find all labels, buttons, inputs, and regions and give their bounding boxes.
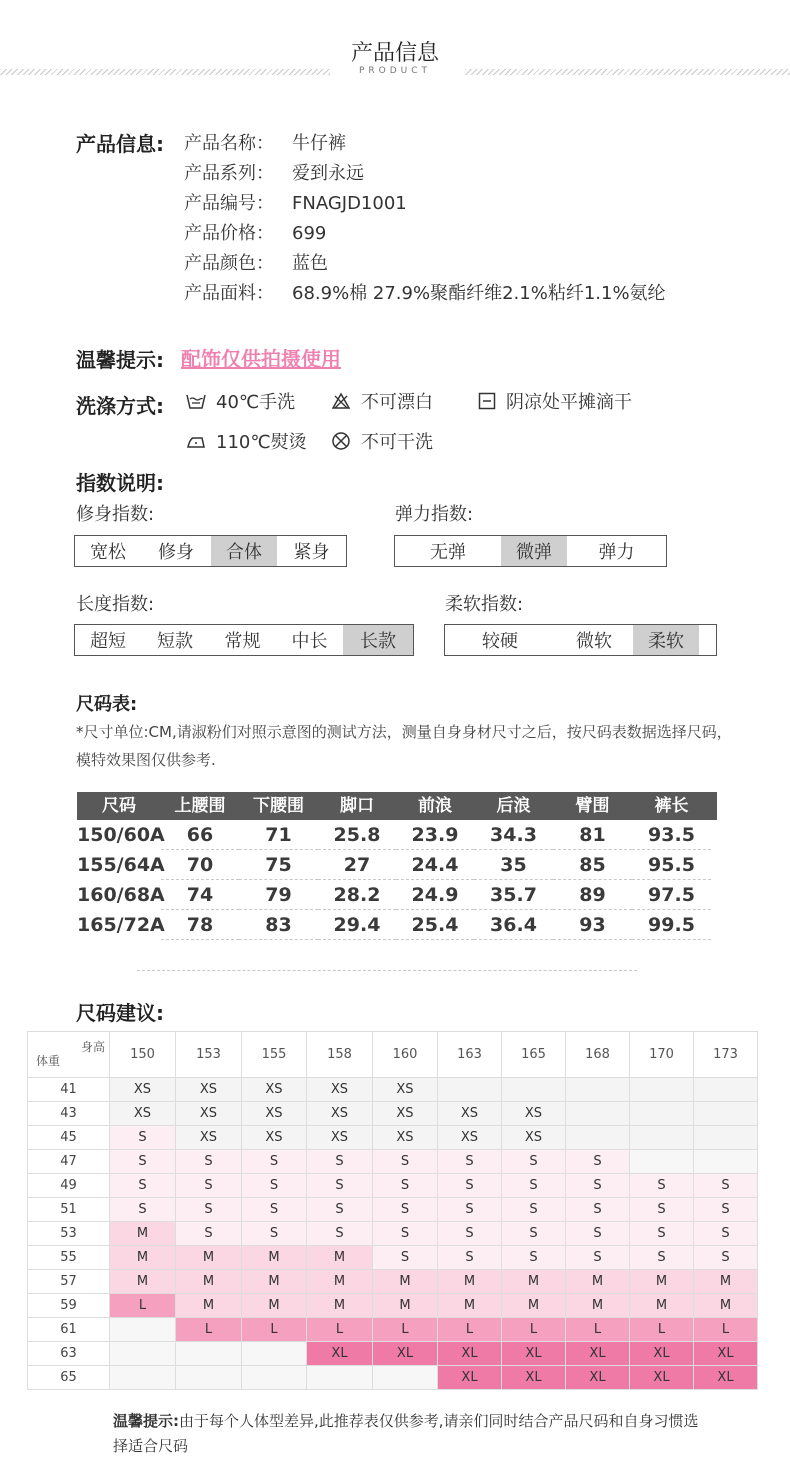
size-cell: XL (566, 1366, 630, 1390)
size-advice-table (27, 1031, 758, 1390)
size-cell: S (694, 1198, 758, 1222)
size-cell: S (373, 1150, 438, 1174)
size-cell: M (307, 1270, 373, 1294)
size-cell: L (502, 1318, 566, 1342)
size-cell: XL (307, 1342, 373, 1366)
size-advice-label: 尺码建议: (76, 1001, 164, 1025)
product-info-row (184, 219, 326, 245)
size-table-header-cell: 脚口 (340, 796, 374, 816)
size-cell: XS (373, 1126, 438, 1150)
dry-flat-shade-icon (478, 392, 496, 410)
size-cell: XL (694, 1342, 758, 1366)
size-cell: M (110, 1246, 176, 1270)
height-header-cell: 165 (502, 1032, 566, 1078)
size-cell: XL (502, 1366, 566, 1390)
table-row (28, 1078, 758, 1102)
length-option: 中长 (291, 631, 328, 652)
size-cell: M (176, 1294, 242, 1318)
no-dry-clean-icon (331, 431, 351, 451)
size-cell: S (242, 1198, 307, 1222)
weight-cell: 61 (28, 1318, 110, 1342)
size-table-cell: 81 (553, 820, 632, 850)
wash-label: 洗涤方式: (76, 394, 164, 418)
size-cell: S (176, 1222, 242, 1246)
size-cell: M (307, 1294, 373, 1318)
size-cell: M (176, 1246, 242, 1270)
page-title: 产品信息 (350, 41, 439, 66)
size-cell (566, 1078, 630, 1102)
size-cell: S (694, 1174, 758, 1198)
size-cell: XS (307, 1102, 373, 1126)
size-cell: S (502, 1174, 566, 1198)
product-info-key: 产品系列： (184, 163, 274, 184)
size-cell (110, 1366, 176, 1390)
fit-index-title: 修身指数: (76, 504, 155, 525)
size-cell (502, 1078, 566, 1102)
size-cell: M (438, 1270, 502, 1294)
height-header-cell: 153 (176, 1032, 242, 1078)
size-table-note: *尺寸单位:CM,请淑粉们对照示意图的测试方法，测量自身身材尺寸之后，按尺码表数据选择尺码，模特效果图仅供参考. (76, 723, 732, 769)
size-cell: M (566, 1294, 630, 1318)
size-cell: XS (110, 1078, 176, 1102)
size-cell: S (694, 1246, 758, 1270)
size-cell: S (438, 1150, 502, 1174)
table-row (28, 1102, 758, 1126)
product-info-value: 牛仔裤 (292, 133, 346, 154)
size-cell: S (176, 1150, 242, 1174)
bottom-tip-label: 温馨提示: (113, 1412, 179, 1430)
wash-item: 110℃熨烫 (186, 428, 307, 454)
size-table-cell: 24.4 (396, 850, 474, 880)
size-table-cell: 93.5 (632, 820, 711, 850)
size-cell (566, 1126, 630, 1150)
tip-label: 温馨提示: (76, 348, 164, 372)
product-info-row (184, 129, 346, 155)
product-info-row (184, 189, 407, 215)
weight-cell: 55 (28, 1246, 110, 1270)
soft-option: 柔软 (633, 625, 699, 655)
height-header-cell: 150 (110, 1032, 176, 1078)
size-cell: L (438, 1318, 502, 1342)
size-cell: S (307, 1174, 373, 1198)
height-header-cell: 163 (438, 1032, 502, 1078)
size-cell (176, 1366, 242, 1390)
size-cell: S (373, 1174, 438, 1198)
size-cell (630, 1102, 694, 1126)
size-cell: S (630, 1222, 694, 1246)
weight-cell: 47 (28, 1150, 110, 1174)
size-cell: XS (242, 1102, 307, 1126)
size-table-cell: 71 (239, 820, 318, 850)
size-cell (694, 1126, 758, 1150)
size-table-cell: 99.5 (632, 910, 711, 940)
size-table-cell: 24.9 (396, 880, 474, 910)
size-table-cell: 93 (553, 910, 632, 940)
product-info-row (184, 279, 666, 305)
size-cell: XS (307, 1126, 373, 1150)
size-table-cell: 34.3 (474, 820, 553, 850)
size-cell: S (307, 1150, 373, 1174)
size-cell: S (438, 1174, 502, 1198)
fit-index-scale (74, 535, 347, 567)
size-cell: M (694, 1270, 758, 1294)
size-cell: L (630, 1318, 694, 1342)
size-cell: S (694, 1222, 758, 1246)
size-table (77, 792, 717, 940)
size-cell: L (110, 1294, 176, 1318)
size-table-header-cell: 后浪 (496, 796, 531, 816)
table-row (28, 1198, 758, 1222)
fit-option: 修身 (158, 542, 194, 563)
size-cell: M (694, 1294, 758, 1318)
length-option: 长款 (343, 625, 413, 655)
size-table-cell: 79 (239, 880, 318, 910)
size-table-cell: 78 (161, 910, 239, 940)
weight-cell: 49 (28, 1174, 110, 1198)
size-cell: L (373, 1318, 438, 1342)
size-table-cell: 35 (474, 850, 553, 880)
size-cell: S (630, 1246, 694, 1270)
size-cell (176, 1342, 242, 1366)
size-cell: M (176, 1270, 242, 1294)
size-cell: M (630, 1294, 694, 1318)
size-table-header-cell: 前浪 (418, 796, 452, 816)
size-cell: S (438, 1246, 502, 1270)
wash-item: 40℃手洗 (186, 388, 295, 414)
stretch-option: 无弹 (430, 542, 466, 563)
length-option: 常规 (224, 631, 261, 652)
size-table-header (77, 792, 717, 820)
size-cell: XS (502, 1102, 566, 1126)
size-cell (242, 1366, 307, 1390)
size-cell: M (630, 1270, 694, 1294)
size-cell: XS (307, 1078, 373, 1102)
product-info-row (184, 249, 328, 275)
product-info-key: 产品名称： (184, 133, 274, 154)
weight-cell: 63 (28, 1342, 110, 1366)
size-cell: S (502, 1198, 566, 1222)
table-row (77, 820, 717, 850)
size-table-cell: 95.5 (632, 850, 711, 880)
table-row (28, 1222, 758, 1246)
weight-cell: 59 (28, 1294, 110, 1318)
size-table-cell: 75 (239, 850, 318, 880)
length-index-title: 长度指数: (76, 594, 155, 615)
product-info-key: 产品颜色： (184, 253, 274, 274)
size-cell (694, 1150, 758, 1174)
size-cell (110, 1342, 176, 1366)
size-cell: M (566, 1270, 630, 1294)
height-header-cell: 160 (373, 1032, 438, 1078)
size-cell (566, 1102, 630, 1126)
soft-index-title: 柔软指数: (445, 594, 524, 615)
length-option: 短款 (157, 631, 193, 652)
size-table-header-cell: 臂围 (575, 796, 610, 816)
size-cell: S (307, 1198, 373, 1222)
soft-index-scale (444, 624, 717, 656)
size-cell: S (502, 1246, 566, 1270)
weight-cell: 51 (28, 1198, 110, 1222)
size-cell: S (110, 1150, 176, 1174)
size-table-cell: 35.7 (474, 880, 553, 910)
size-table-header-cell: 裤长 (654, 796, 689, 816)
table-row (28, 1174, 758, 1198)
size-cell: S (373, 1246, 438, 1270)
index-label: 指数说明: (76, 471, 164, 495)
size-cell: S (373, 1222, 438, 1246)
bottom-tip-text: 由于每个人体型差异,此推荐表仅供参考,请亲们同时结合产品尺码和自身习惯选择适合尺码 (113, 1412, 699, 1455)
no-bleach-icon (331, 392, 351, 410)
size-cell: S (110, 1174, 176, 1198)
size-cell: L (694, 1318, 758, 1342)
size-cell: XS (438, 1126, 502, 1150)
weight-cell: 53 (28, 1222, 110, 1246)
size-table-cell: 89 (553, 880, 632, 910)
soft-option: 微软 (576, 631, 612, 652)
size-cell: XL (438, 1366, 502, 1390)
size-cell: L (307, 1318, 373, 1342)
size-cell: S (110, 1126, 176, 1150)
size-cell: M (502, 1270, 566, 1294)
fit-option: 紧身 (293, 542, 330, 563)
size-cell: XL (373, 1342, 438, 1366)
size-table-cell: 160/68A (77, 884, 165, 906)
size-table-cell: 29.4 (318, 910, 396, 940)
size-cell: S (502, 1150, 566, 1174)
table-row (28, 1150, 758, 1174)
stretch-option: 微弹 (501, 536, 567, 566)
size-cell: L (242, 1318, 307, 1342)
table-row (28, 1342, 758, 1366)
size-table-cell: 74 (161, 880, 239, 910)
stretch-index-title: 弹力指数: (395, 504, 474, 525)
weight-axis-label: 体重 (36, 1054, 61, 1068)
size-cell: XL (694, 1366, 758, 1390)
size-cell (630, 1150, 694, 1174)
size-table-cell: 85 (553, 850, 632, 880)
height-axis-label: 身高 (80, 1040, 105, 1054)
table-row (28, 1294, 758, 1318)
size-cell: XL (566, 1342, 630, 1366)
size-cell: XS (373, 1078, 438, 1102)
size-table-cell: 97.5 (632, 880, 711, 910)
size-cell: XS (373, 1102, 438, 1126)
size-table-label: 尺码表: (76, 694, 138, 715)
iron-icon (186, 432, 206, 450)
size-cell: S (566, 1222, 630, 1246)
size-cell: S (110, 1198, 176, 1222)
size-cell: S (566, 1198, 630, 1222)
size-cell (307, 1366, 373, 1390)
size-cell: M (373, 1294, 438, 1318)
size-cell (110, 1318, 176, 1342)
size-cell: M (307, 1246, 373, 1270)
table-row (77, 880, 717, 910)
size-cell: S (566, 1174, 630, 1198)
size-cell: S (373, 1198, 438, 1222)
size-cell (242, 1342, 307, 1366)
length-option: 超短 (90, 631, 126, 652)
size-cell: M (110, 1222, 176, 1246)
size-table-cell: 28.2 (318, 880, 396, 910)
size-cell: S (242, 1150, 307, 1174)
table-row (28, 1366, 758, 1390)
hand-wash-icon (186, 392, 206, 410)
table-row (28, 1126, 758, 1150)
size-cell: XL (630, 1366, 694, 1390)
size-cell: XS (176, 1102, 242, 1126)
weight-cell: 45 (28, 1126, 110, 1150)
size-table-cell: 25.8 (318, 820, 396, 850)
size-cell: XS (438, 1102, 502, 1126)
weight-cell: 57 (28, 1270, 110, 1294)
fit-option: 宽松 (90, 542, 126, 563)
size-cell (438, 1078, 502, 1102)
size-cell: S (176, 1198, 242, 1222)
page-subtitle: PRODUCT (358, 66, 432, 76)
size-cell (630, 1078, 694, 1102)
height-header-cell: 158 (307, 1032, 373, 1078)
size-cell: S (242, 1174, 307, 1198)
size-cell (630, 1126, 694, 1150)
size-table-cell: 150/60A (77, 824, 165, 846)
size-cell: S (630, 1198, 694, 1222)
size-cell: XL (438, 1342, 502, 1366)
size-table-cell: 165/72A (77, 914, 165, 936)
size-cell (694, 1078, 758, 1102)
product-info-label: 产品信息: (76, 132, 164, 156)
length-index-scale (74, 624, 414, 656)
size-table-cell: 25.4 (396, 910, 474, 940)
weight-cell: 41 (28, 1078, 110, 1102)
height-header-cell: 168 (566, 1032, 630, 1078)
size-cell: L (566, 1318, 630, 1342)
size-cell: L (176, 1318, 242, 1342)
table-row (28, 1318, 758, 1342)
height-header-cell: 173 (694, 1032, 758, 1078)
size-cell: XS (110, 1102, 176, 1126)
size-cell: S (242, 1222, 307, 1246)
product-info-value: FNAGJD1001 (292, 193, 407, 214)
size-cell: S (307, 1222, 373, 1246)
size-table-header-cell: 上腰围 (174, 796, 226, 816)
size-cell: XL (502, 1342, 566, 1366)
size-cell: XS (242, 1078, 307, 1102)
bottom-tip (113, 1409, 713, 1459)
wash-item: 不可漂白 (331, 388, 433, 414)
size-table-cell: 36.4 (474, 910, 553, 940)
wash-item: 阴凉处平摊滴干 (478, 388, 632, 414)
product-info-key: 产品价格： (184, 223, 274, 244)
weight-cell: 43 (28, 1102, 110, 1126)
weight-cell: 65 (28, 1366, 110, 1390)
size-cell: S (438, 1198, 502, 1222)
size-table-cell: 66 (161, 820, 239, 850)
product-info-value: 68.9%棉 27.9%聚酯纤维2.1%粘纤1.1%氨纶 (292, 283, 666, 304)
height-header-cell: 155 (242, 1032, 307, 1078)
product-info-key: 产品编号： (184, 193, 274, 214)
fit-option: 合体 (211, 536, 277, 566)
product-info-key: 产品面料： (184, 283, 274, 304)
product-info-value: 蓝色 (292, 253, 328, 274)
size-cell: M (242, 1246, 307, 1270)
size-cell: S (176, 1174, 242, 1198)
table-row (28, 1270, 758, 1294)
size-table-header-cell: 下腰围 (253, 796, 304, 816)
size-cell: M (242, 1270, 307, 1294)
table-row (28, 1246, 758, 1270)
wash-item: 不可干洗 (331, 428, 433, 454)
size-table-header-cell: 尺码 (102, 796, 136, 816)
size-cell: M (502, 1294, 566, 1318)
size-cell: XS (176, 1126, 242, 1150)
table-row (77, 910, 717, 940)
size-table-cell: 155/64A (77, 854, 165, 876)
height-header-cell: 170 (630, 1032, 694, 1078)
product-info-row (184, 159, 364, 185)
divider (137, 970, 637, 971)
stretch-index-scale (394, 535, 667, 567)
stretch-option: 弹力 (598, 542, 635, 563)
size-table-cell: 70 (161, 850, 239, 880)
size-cell: XS (502, 1126, 566, 1150)
table-row (77, 850, 717, 880)
size-cell (694, 1102, 758, 1126)
size-cell: S (566, 1150, 630, 1174)
size-cell: S (438, 1222, 502, 1246)
size-cell: XL (630, 1342, 694, 1366)
size-cell: M (438, 1294, 502, 1318)
size-cell: XS (242, 1126, 307, 1150)
size-cell: M (373, 1270, 438, 1294)
size-table-cell: 27 (318, 850, 396, 880)
accessory-tip: 配饰仅供拍摄使用 (181, 347, 341, 371)
product-info-value: 爱到永远 (292, 163, 364, 184)
size-cell: M (242, 1294, 307, 1318)
table-corner (28, 1032, 110, 1078)
size-cell: S (566, 1246, 630, 1270)
size-cell: XS (176, 1078, 242, 1102)
size-cell (373, 1366, 438, 1390)
size-table-cell: 23.9 (396, 820, 474, 850)
size-table-cell: 83 (239, 910, 318, 940)
size-cell: M (110, 1270, 176, 1294)
size-cell: S (502, 1222, 566, 1246)
size-cell: S (630, 1174, 694, 1198)
soft-option: 较硬 (482, 631, 518, 652)
product-info-value: 699 (292, 223, 327, 244)
